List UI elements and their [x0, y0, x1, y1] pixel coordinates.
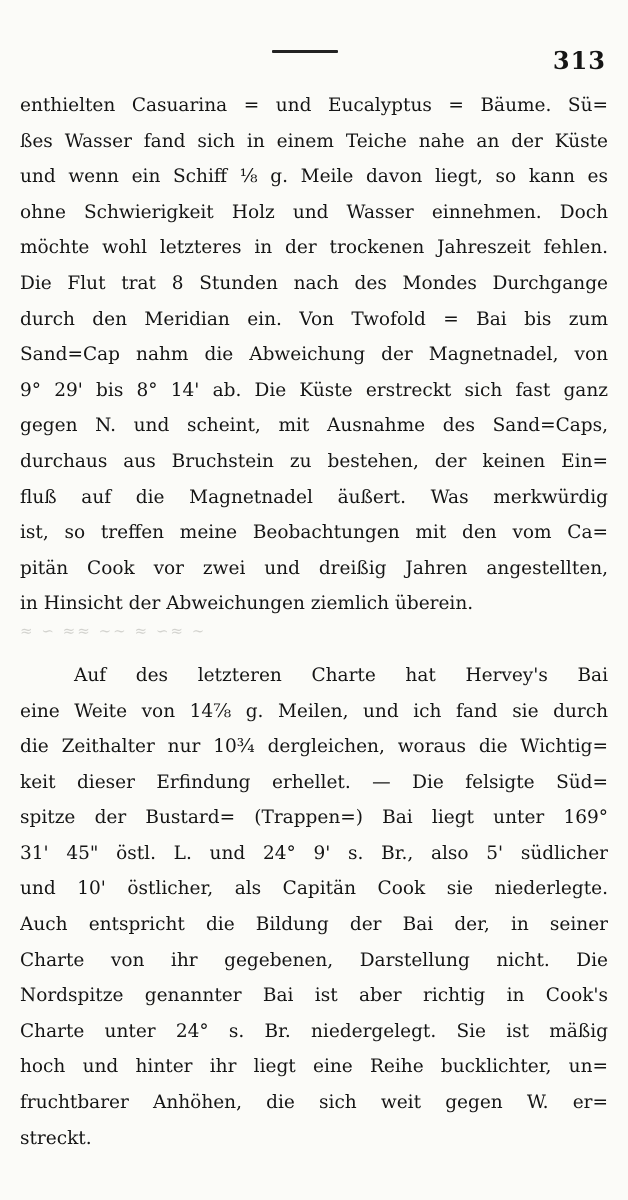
paragraph-gap: [20, 622, 608, 658]
text-line: und wenn ein Schiff ⅛ g. Meile davon liegt, so kann es: [20, 166, 608, 188]
text-line: und 10' östlicher, als Capitän Cook sie niederlegte.: [20, 878, 608, 900]
text-line: durch den Meridian ein. Von Twofold = Bai bis zum: [20, 308, 608, 330]
text-line: gegen N. und scheint, mit Ausnahme des Sand=Caps,: [20, 415, 608, 437]
text-line: eine Weite von 14⅞ g. Meilen, und ich fand sie durch: [20, 700, 608, 722]
text-line: ohne Schwierigkeit Holz und Wasser einnehmen. Doch: [20, 201, 608, 223]
bleed-through-text: ≈ ∽ ≈≈ ∼∼ ≈ ∽≈ ∼: [20, 622, 207, 640]
text-line: streckt.: [20, 1127, 92, 1149]
text-line: hoch und hinter ihr liegt eine Reihe bucklichter, un=: [20, 1056, 608, 1078]
paragraph-2: [20, 658, 608, 1156]
body-text: [20, 88, 608, 1156]
text-line: Auf des letzteren Charte hat Hervey's Bai: [74, 664, 608, 686]
text-line: Charte unter 24° s. Br. niedergelegt. Sie ist mäßig: [20, 1020, 608, 1042]
page-number: 313: [552, 46, 606, 75]
text-line: enthielten Casuarina = und Eucalyptus = Bäume. Sü=: [20, 95, 608, 116]
text-line: durchaus aus Bruchstein zu bestehen, der keinen Ein=: [20, 450, 608, 472]
text-line: keit dieser Erfindung erhellet. — Die felsigte Süd=: [20, 771, 608, 793]
text-line: Sand=Cap nahm die Abweichung der Magnetnadel, von: [20, 344, 608, 366]
header-rule: [272, 50, 338, 53]
text-line: ßes Wasser fand sich in einem Teiche nahe an der Küste: [20, 130, 608, 152]
text-line: pitän Cook vor zwei und dreißig Jahren angestellten,: [20, 557, 608, 579]
paragraph-1: [20, 88, 608, 622]
text-line: fruchtbarer Anhöhen, die sich weit gegen W. er=: [20, 1092, 608, 1114]
text-line: Charte von ihr gegebenen, Darstellung nicht. Die: [20, 949, 608, 971]
text-line: die Zeithalter nur 10¾ dergleichen, woraus die Wichtig=: [20, 736, 608, 758]
text-line: 9° 29' bis 8° 14' ab. Die Küste erstreckt sich fast ganz: [20, 379, 608, 401]
text-line: Auch entspricht die Bildung der Bai der, in seiner: [20, 914, 608, 936]
text-line: fluß auf die Magnetnadel äußert. Was merkwürdig: [20, 486, 608, 508]
text-line: ist, so treffen meine Beobachtungen mit den vom Ca=: [20, 522, 608, 544]
text-line: in Hinsicht der Abweichungen ziemlich überein.: [20, 593, 474, 615]
text-line: möchte wohl letzteres in der trockenen Jahreszeit fehlen.: [20, 237, 608, 259]
text-line: 31' 45" östl. L. und 24° 9' s. Br., also 5' südlicher: [20, 842, 608, 864]
text-line: Nordspitze genannter Bai ist aber richtig in Cook's: [20, 985, 608, 1007]
text-line: spitze der Bustard= (Trappen=) Bai liegt unter 169°: [20, 807, 608, 829]
text-line: Die Flut trat 8 Stunden nach des Mondes Durchgange: [20, 272, 608, 294]
